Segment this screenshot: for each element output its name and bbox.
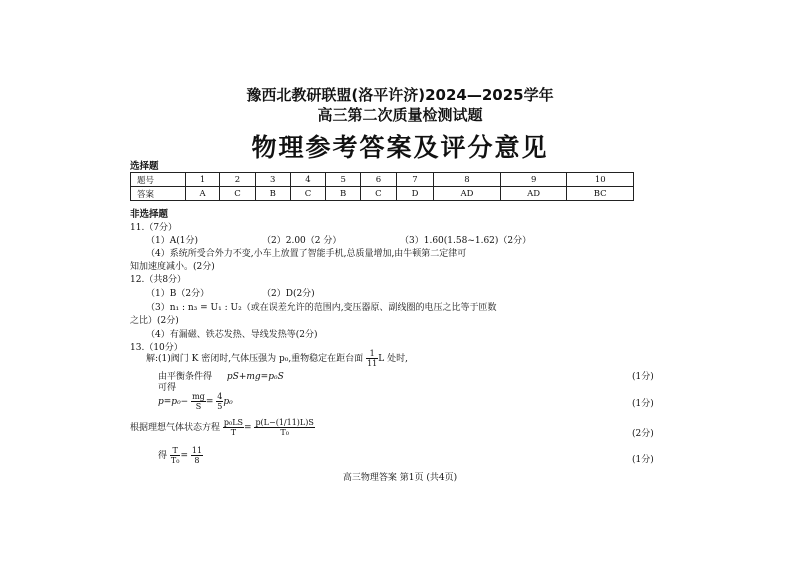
q12-part3-line2: 之比）(2分): [130, 316, 179, 326]
eq-p-prefix: p=p₀−: [158, 397, 189, 407]
fraction-t-over-t0: [170, 446, 181, 465]
q11-heading: 11.（7分）: [130, 223, 178, 233]
fraction-denominator: T₀: [280, 428, 289, 437]
fraction-gas-right: [254, 418, 314, 437]
answer-table-answer-row: [131, 187, 634, 201]
page-title: 物理参考答案及评分意见: [251, 133, 549, 162]
q13-solution-suffix: L 处时,: [378, 354, 408, 364]
gas-law-text: 根据理想气体状态方程: [130, 423, 221, 433]
fraction-mg-over-s: [191, 392, 206, 411]
q13-balance-equation: pS+mg=p₀S: [226, 372, 284, 382]
eq-p-suffix: p₀: [223, 397, 233, 407]
answer-cell: C: [360, 187, 396, 201]
question-number: 5: [326, 173, 361, 187]
q13-balance-text: 由平衡条件得: [158, 372, 213, 382]
question-number: 3: [255, 173, 290, 187]
fraction-denominator: S: [195, 402, 202, 411]
q12-part4: （4）有漏磁、铁芯发热、导线发热等(2分): [146, 330, 318, 340]
question-number: 9: [500, 173, 567, 187]
question-number: 2: [220, 173, 256, 187]
answer-cell: B: [255, 187, 290, 201]
question-number: 8: [434, 173, 501, 187]
fraction-denominator: 5: [217, 402, 223, 411]
q11-part1: （1）A(1分): [146, 236, 198, 246]
answer-table: [130, 172, 634, 201]
score-mark: (2分): [632, 429, 654, 439]
score-mark: (1分): [632, 399, 654, 409]
q12-part1: （1）B（2分）: [146, 289, 210, 299]
q12-heading: 12.（共8分）: [130, 275, 187, 285]
q13-heading: 13.（10分）: [130, 343, 183, 353]
q13-pressure-equation: [158, 392, 233, 411]
fraction-denominator: 11: [367, 359, 378, 368]
fraction-denominator: T: [230, 428, 237, 437]
choice-section-label: 选择题: [130, 161, 159, 172]
answer-cell: BC: [567, 187, 634, 201]
exam-header-line2: 高三第二次质量检测试题: [317, 106, 483, 124]
q11-part4-line1: （4）系统所受合外力不变,小车上放置了智能手机,总质量增加,由牛顿第二定律可: [146, 249, 467, 259]
fraction-numerator: T: [170, 446, 181, 456]
answer-cell: B: [326, 187, 361, 201]
question-number: 1: [186, 173, 220, 187]
fraction-numerator: 1: [366, 349, 378, 359]
answer-cell: A: [186, 187, 220, 201]
exam-header-line1: 豫西北教研联盟(洛平许济)2024—2025学年: [246, 86, 554, 104]
q13-result-equation: [158, 446, 203, 465]
result-prefix: 得: [158, 451, 168, 461]
q13-solution-prefix: 解:(1)阀门 K 密闭时,气体压强为 p₀,重物稳定在距台面: [146, 354, 364, 364]
q13-gas-law-equation: [130, 418, 315, 437]
fraction-one-eleventh: [366, 349, 378, 368]
answer-cell: C: [290, 187, 326, 201]
gas-law-equals: =: [244, 423, 252, 433]
q11-part3: （3）1.60(1.58~1.62)（2分）: [400, 236, 532, 246]
q11-part4-line2: 知加速度减小。(2分): [130, 262, 215, 272]
fraction-denominator: 8: [194, 456, 200, 465]
q12-part3-line1: （3）n₁ : n₃ = U₁ : U₂（或在误差允许的范围内,变压器原、副线圈的电压之比等于匝数: [146, 303, 497, 313]
answer-cell: AD: [500, 187, 567, 201]
fraction-numerator: p(L−(1/11)L)S: [255, 418, 314, 427]
question-number: 4: [290, 173, 326, 187]
answer-cell: D: [396, 187, 433, 201]
q13-solution-intro: [146, 349, 408, 368]
row-label-answer: 答案: [131, 187, 186, 201]
q11-part2: （2）2.00（2 分）: [262, 236, 342, 246]
nonchoice-section-label: 非选择题: [130, 209, 169, 220]
page-footer: 高三物理答案 第1页 (共4页): [342, 473, 458, 483]
question-number: 10: [567, 173, 634, 187]
fraction-denominator: T₀: [170, 456, 180, 465]
fraction-numerator: 4: [217, 392, 223, 401]
answer-cell: AD: [434, 187, 501, 201]
score-mark: (1分): [632, 372, 654, 382]
row-label-number: 题号: [131, 173, 186, 187]
q13-balance-line: [158, 369, 284, 382]
question-number: 6: [360, 173, 396, 187]
eq-p-equals: =: [205, 397, 214, 407]
result-equals: =: [180, 451, 188, 461]
q13-derive-text: 可得: [158, 383, 177, 393]
answer-table-number-row: [131, 173, 634, 187]
fraction-numerator: 11: [191, 446, 203, 455]
score-mark: (1分): [632, 455, 654, 465]
question-number: 7: [396, 173, 433, 187]
answer-cell: C: [220, 187, 256, 201]
fraction-eleven-eighths: [191, 446, 203, 465]
q12-part2: （2）D(2分): [262, 289, 315, 299]
fraction-numerator: p₀LS: [223, 418, 244, 427]
fraction-p0ls-over-t: [223, 418, 244, 437]
fraction-numerator: mg: [192, 392, 205, 401]
